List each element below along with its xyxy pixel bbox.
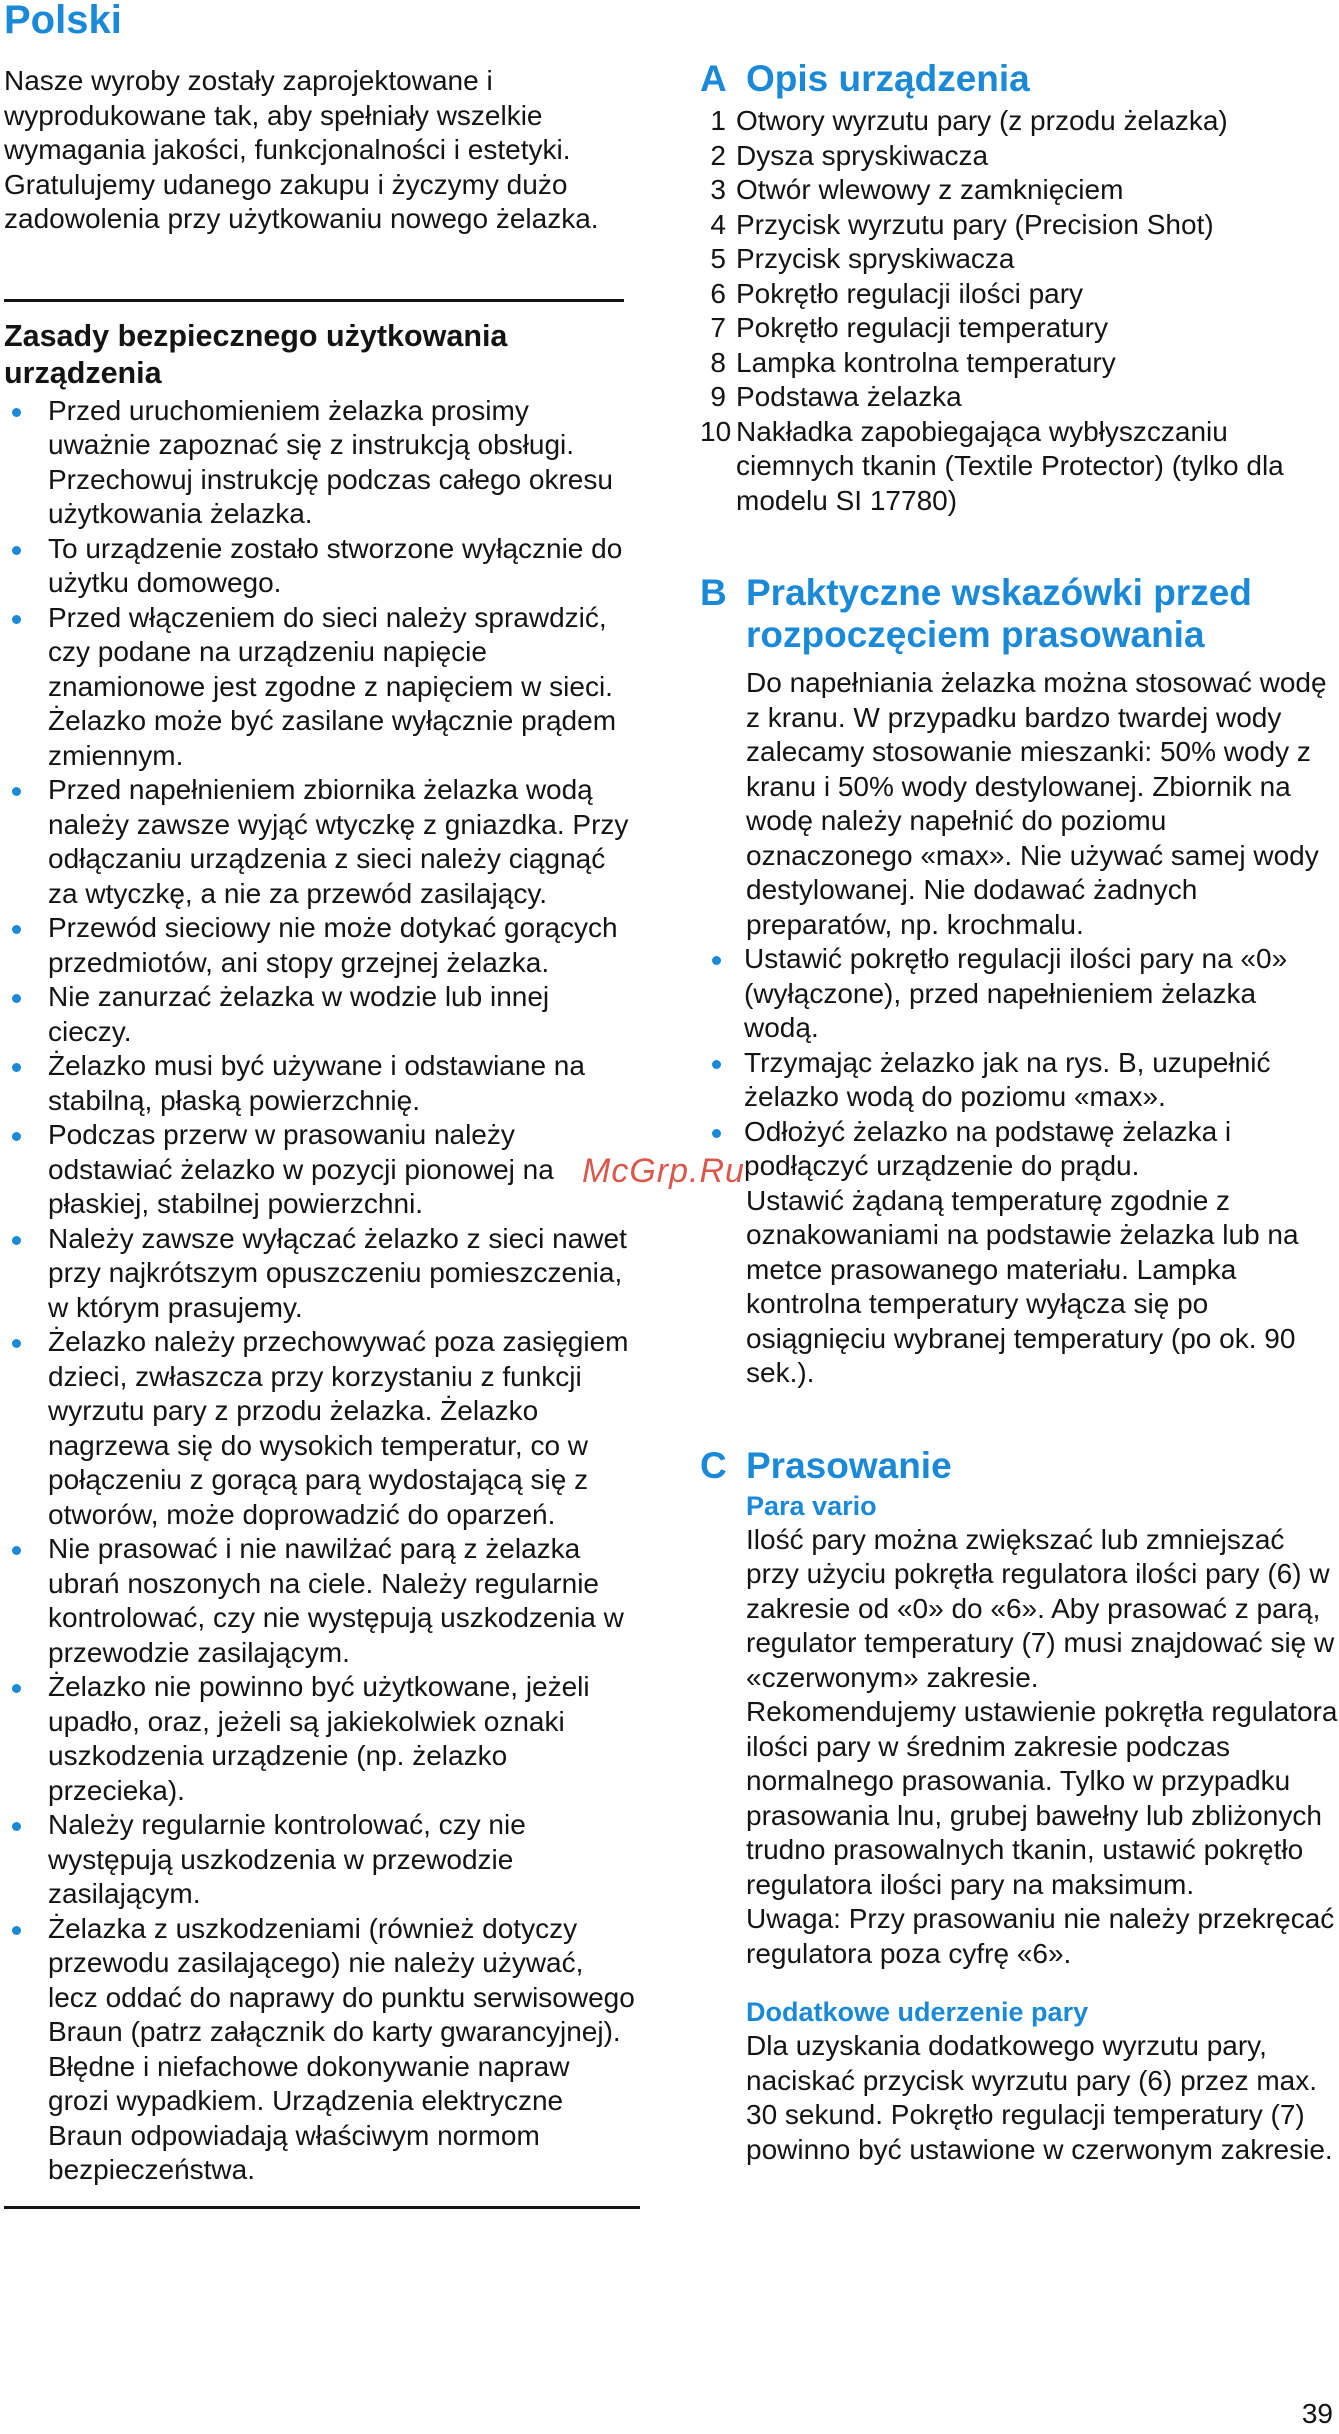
list-item: 2 Dysza spryskiwacza xyxy=(710,139,989,171)
list-item: 8 Lampka kontrolna temperatury xyxy=(710,346,1116,378)
left-column xyxy=(4,64,636,2209)
section-a-heading xyxy=(700,58,1338,100)
list-item: Przed uruchomieniem żelazka prosimy uważnie zapoznać się z instrukcją obsługi. Przechowuj instrukcję podczas całego okresu użytkowania żelazka. xyxy=(4,394,636,532)
section-title: Prasowanie xyxy=(746,1444,952,1486)
bullet-icon xyxy=(712,1129,721,1138)
paragraph: Dla uzyskania dodatkowego wyrzutu pary, naciskać przycisk wyrzutu pary (6) przez max. 30 sekund. Pokrętło regulacji temperatury (7) powinno być ustawione w czerwonym zakresie. xyxy=(746,2030,1333,2165)
page-title: Polski xyxy=(4,0,122,42)
list-item: 9 Podstawa żelazka xyxy=(710,381,962,412)
section-title: Praktyczne wskazówki przed rozpoczęciem prasowania xyxy=(746,572,1252,655)
section-title: Opis urządzenia xyxy=(746,58,1030,99)
section-letter: B xyxy=(700,572,727,613)
section-b-list xyxy=(700,942,1338,1184)
list-item: Odłożyć żelazko na podstawę żelazka i podłączyć urządzenie do prądu. xyxy=(700,1115,1338,1184)
bullet-icon xyxy=(712,956,721,965)
divider xyxy=(4,299,624,302)
list-item: Należy regularnie kontrolować, czy nie występują uszkodzenia w przewodzie zasilającym. xyxy=(4,1808,636,1912)
list-item: Przewód sieciowy nie może dotykać gorących przedmiotów, ani stopy grzejnej żelazka. xyxy=(4,911,636,980)
list-item: Nie prasować i nie nawilżać parą z żelazka ubrań noszonych na ciele. Należy regularnie kontrolować, czy nie występują uszkodzenia w przewodzie zasilającym. xyxy=(4,1532,636,1670)
list-item: Ustawić pokrętło regulacji ilości pary na «0» (wyłączone), przed napełnieniem żelazka wodą. xyxy=(700,942,1338,1046)
paragraph: Rekomendujemy ustawienie pokrętła regulatora ilości pary w średnim zakresie podczas normalnego prasowania. Tylko w przypadku prasowania lnu, grubej bawełny lub zbliżonych trudno prasowalnych tkanin, ustawić pokrętło regulatora ilości pary na maksimum. xyxy=(746,1696,1338,1900)
right-column xyxy=(700,58,1338,2167)
subheading-extra-steam: Dodatkowe uderzenie pary xyxy=(746,1997,1089,2027)
bullet-icon xyxy=(12,1236,21,1245)
bullet-icon xyxy=(12,1546,21,1555)
page-number: 39 xyxy=(1301,2398,1333,2429)
list-item: 3 Otwór wlewowy z zamknięciem xyxy=(710,174,1124,205)
watermark: McGrp.Ru xyxy=(582,1152,745,1190)
list-item: 6 Pokrętło regulacji ilości pary xyxy=(710,277,1084,309)
paragraph: Uwaga: Przy prasowaniu nie należy przekręcać regulatora poza cyfrę «6». xyxy=(746,1903,1335,1969)
section-letter: A xyxy=(700,58,727,99)
list-item: Podczas przerw w prasowaniu należy odstawiać żelazko w pozycji pionowej na płaskiej, stabilnej powierzchni. xyxy=(4,1118,636,1222)
list-item: Żelazko musi być używane i odstawiane na stabilną, płaską powierzchnię. xyxy=(4,1049,636,1118)
list-item: Żelazko nie powinno być użytkowane, jeżeli upadło, oraz, jeżeli są jakiekolwiek oznaki uszkodzenia urządzenie (np. żelazko przecieka). xyxy=(4,1670,636,1808)
intro-paragraph: Nasze wyroby zostały zaprojektowane i wyprodukowane tak, aby spełniały wszelkie wymagania jakości, funkcjonalności i estetyki. Gratulujemy udanego zakupu i życzymy dużo zadowolenia przy użytkowaniu nowego żelazka. xyxy=(4,65,599,234)
paragraph: Ilość pary można zwiększać lub zmniejszać przy użyciu pokrętła regulatora ilości pary (6) w zakresie od «0» do «6». Aby prasować z parą, regulator temperatury (7) musi znajdować się w «czerwonym» zakresie. xyxy=(746,1523,1335,1693)
list-item: 7 Pokrętło regulacji temperatury xyxy=(710,312,1108,343)
bullet-icon xyxy=(12,615,21,624)
section-b-intro: Do napełniania żelazka można stosować wodę z kranu. W przypadku bardzo twardej wody zalecamy stosowanie mieszanki: 50% wody z kranu i 50% wody destylowanej. Zbiornik na wodę należy napełnić do poziomu oznaczonego «max». Nie używać samej wody destylowanej. Nie dodawać żadnych preparatów, np. krochmalu. xyxy=(746,667,1327,940)
bullet-icon xyxy=(12,994,21,1003)
list-item: Przed włączeniem do sieci należy sprawdzić, czy podane na urządzeniu napięcie znamionowe jest zgodne z napięciem w sieci. Żelazko może być zasilane wyłącznie prądem zmiennym. xyxy=(4,601,636,774)
list-item: Żelazko należy przechowywać poza zasięgiem dzieci, zwłaszcza przy korzystaniu z funkcji wyrzutu pary z przodu żelazka. Żelazko nagrzewa się do wysokich temperatur, co w połączeniu z gorącą parą wydostającą się z otworów, może doprowadzić do oparzeń. xyxy=(4,1325,636,1532)
section-c-heading xyxy=(700,1445,1338,1487)
bullet-icon xyxy=(12,1926,21,1935)
list-item: Nie zanurzać żelazka w wodzie lub innej cieczy. xyxy=(4,980,636,1049)
bullet-icon xyxy=(12,546,21,555)
bullet-icon xyxy=(12,1339,21,1348)
list-item: 1 Otwory wyrzutu pary (z przodu żelazka) xyxy=(710,105,1228,136)
bullet-icon xyxy=(12,1063,21,1072)
section-b-after: Ustawić żądaną temperaturę zgodnie z oznakowaniami na podstawie żelazka lub na metce prasowanego materiału. Lampka kontrolna temperatury wyłącza się po osiągnięciu wybranej temperatury (po ok. 90 sek.). xyxy=(746,1184,1299,1388)
list-item: Należy zawsze wyłączać żelazko z sieci nawet przy najkrótszym opuszczeniu pomieszczenia, w którym prasujemy. xyxy=(4,1222,636,1326)
list-item: 10 Nakładka zapobiegająca wybłyszczaniu ciemnych tkanin (Textile Protector) (tylko dla modelu SI 17780) xyxy=(700,415,1284,516)
bullet-icon xyxy=(12,787,21,796)
bullet-icon xyxy=(12,1684,21,1693)
list-item: To urządzenie zostało stworzone wyłącznie do użytku domowego. xyxy=(4,532,636,601)
bullet-icon xyxy=(12,408,21,417)
section-letter: C xyxy=(700,1444,727,1486)
bullet-icon xyxy=(712,1060,721,1069)
bullet-icon xyxy=(12,1822,21,1831)
list-item: Przed napełnieniem zbiornika żelazka wodą należy zawsze wyjąć wtyczkę z gniazdka. Przy odłączaniu urządzenia z sieci należy ciągnąć za wtyczkę, a nie za przewód zasilający. xyxy=(4,773,636,911)
list-item: 4 Przycisk wyrzutu pary (Precision Shot) xyxy=(710,208,1214,240)
list-item: Żelazka z uszkodzeniami (również dotyczy przewodu zasilającego) nie należy używać, lecz oddać do naprawy do punktu serwisowego Braun (patrz załącznik do karty gwarancyjnej). Błędne i niefachowe dokonywanie napraw grozi wypadkiem. Urządzenia elektryczne Braun odpowiadają właściwym normom bezpieczeństwa. xyxy=(4,1912,636,2188)
list-item: Trzymając żelazko jak na rys. B, uzupełnić żelazko wodą do poziomu «max». xyxy=(700,1046,1338,1115)
parts-list xyxy=(700,104,1338,518)
safety-heading: Zasady bezpiecznego użytkowania urządzenia xyxy=(4,318,508,390)
list-item: 5 Przycisk spryskiwacza xyxy=(710,243,1015,274)
section-b-heading xyxy=(700,572,1338,656)
bullet-icon xyxy=(12,1132,21,1141)
subheading-para-vario: Para vario xyxy=(746,1490,877,1521)
bullet-icon xyxy=(12,925,21,934)
safety-list xyxy=(4,394,636,2188)
divider xyxy=(4,2206,640,2209)
